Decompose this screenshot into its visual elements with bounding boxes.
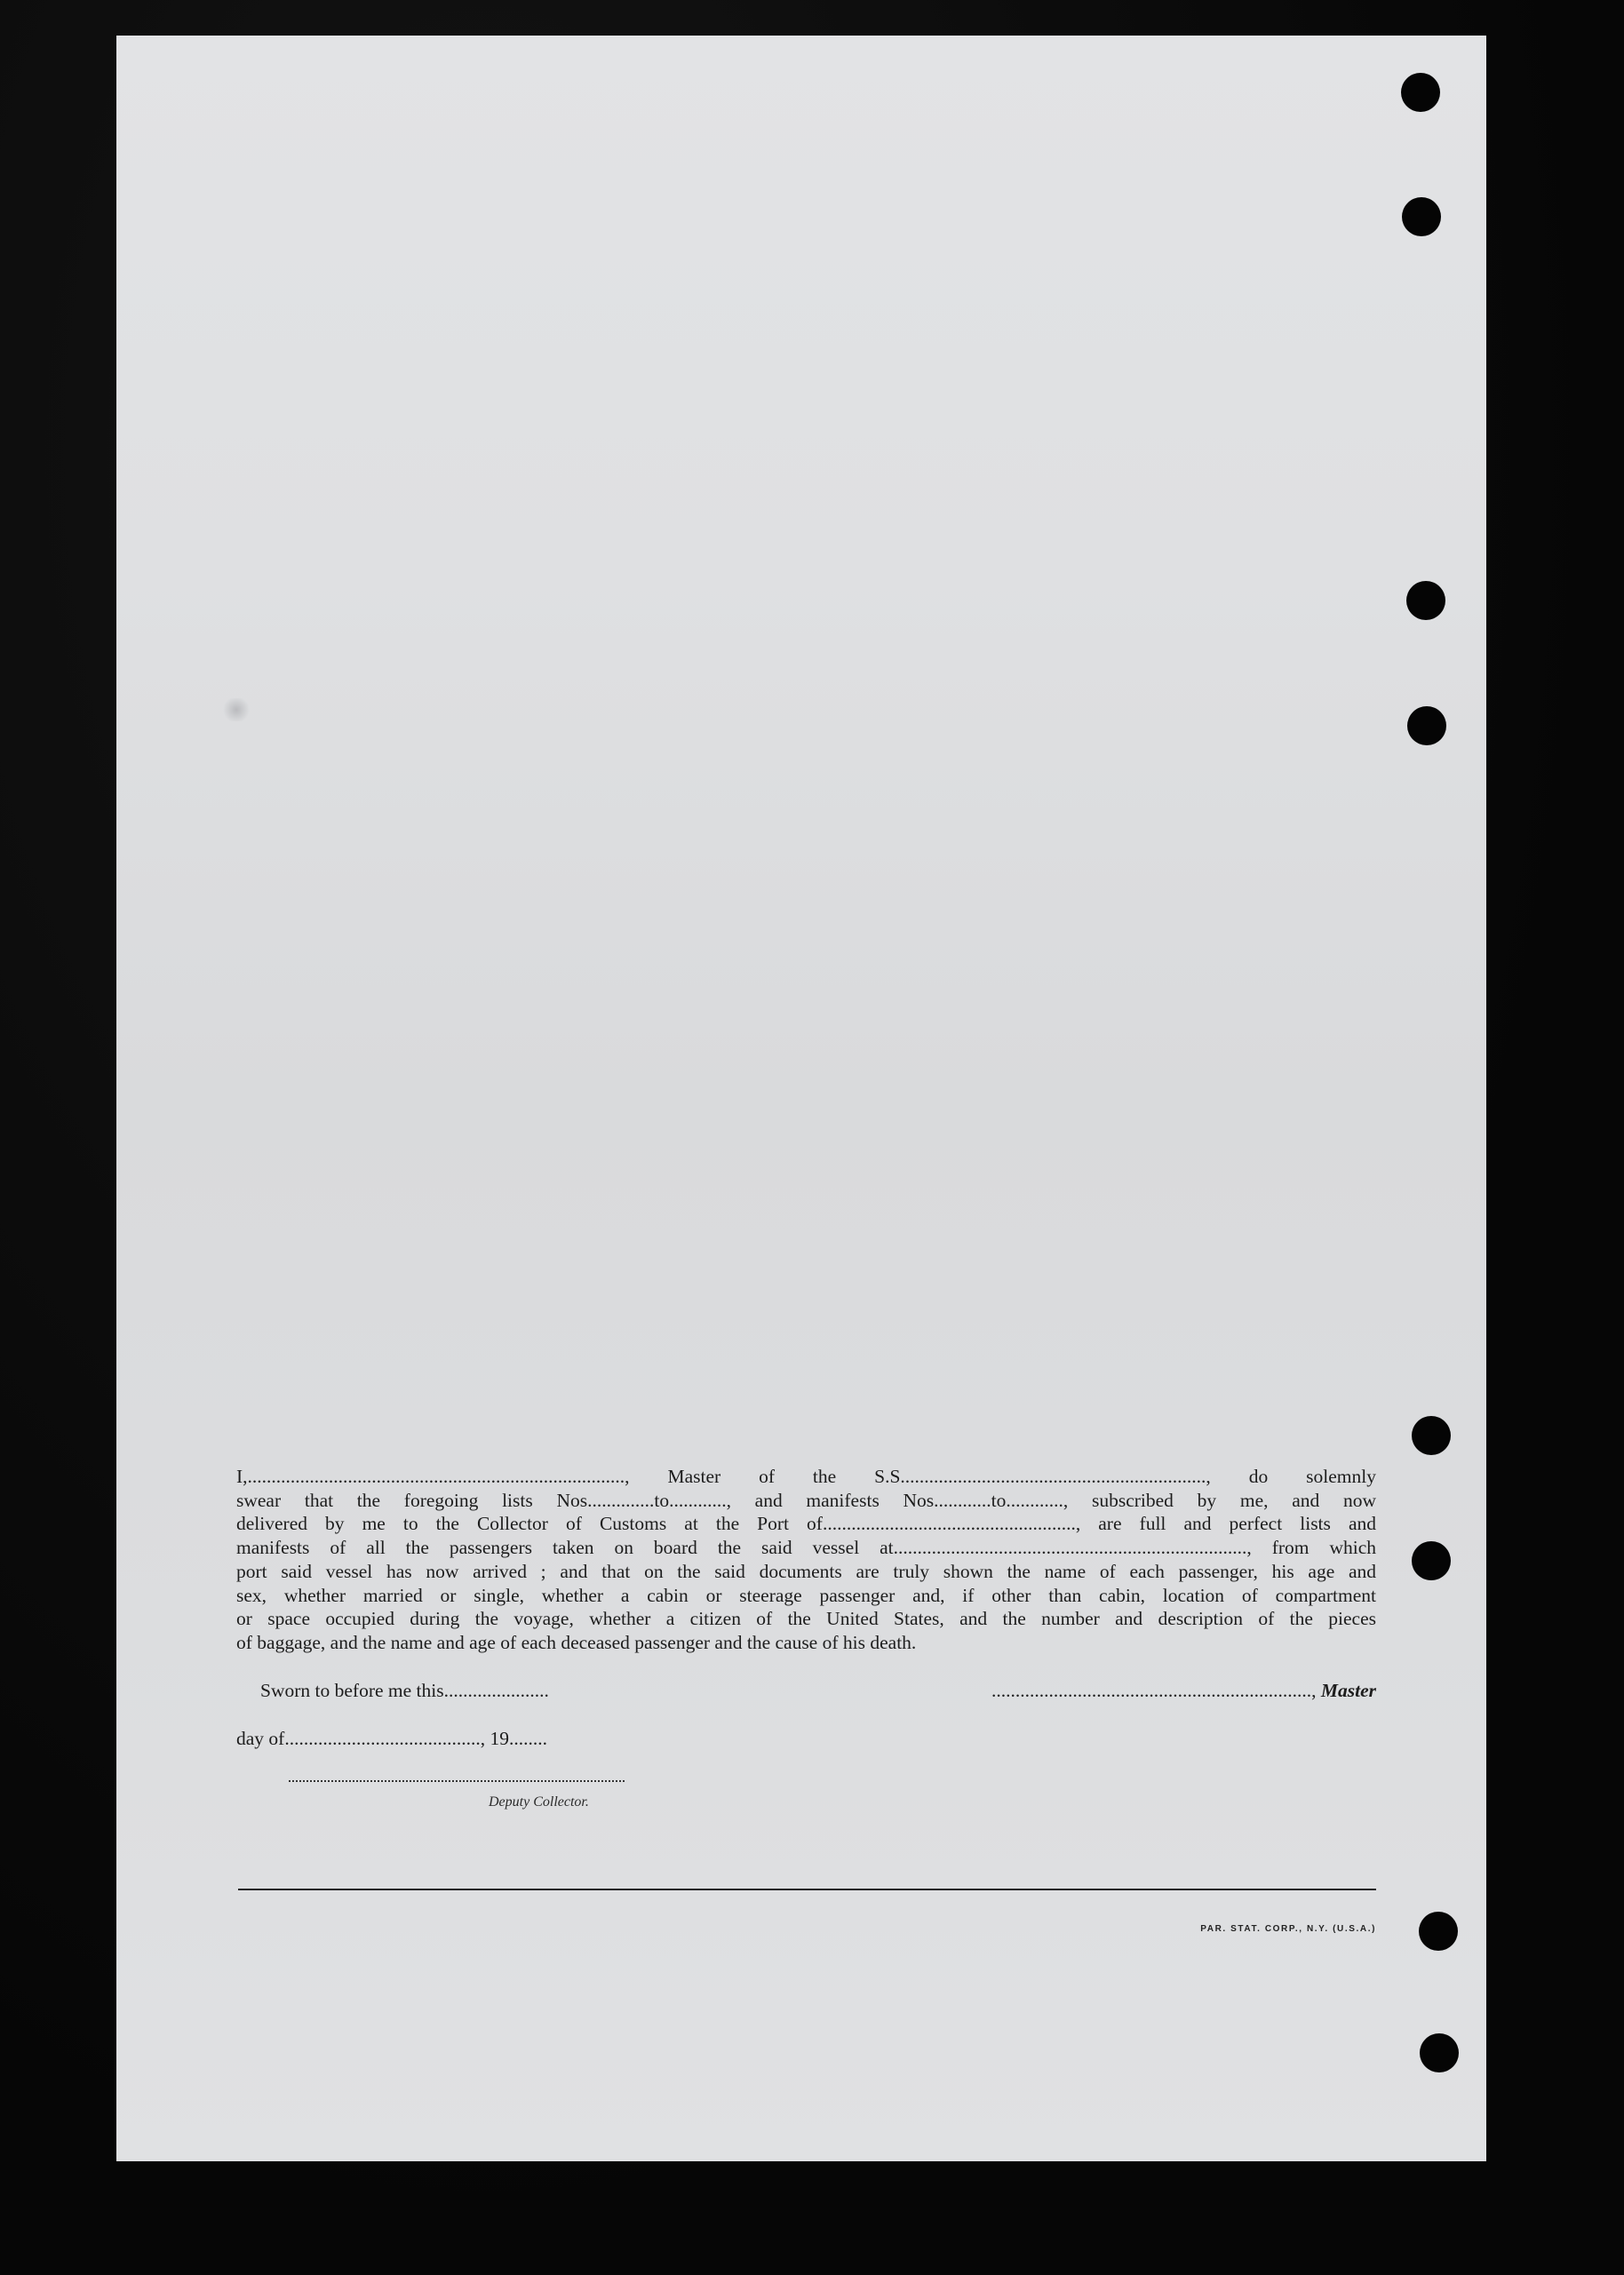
deputy-signature-line xyxy=(289,1780,625,1782)
master-signature-line xyxy=(913,1680,1376,1702)
oath-line: swear that the foregoing lists Nos..............to............, and manifests Nos............to............, subscribed by me, and now xyxy=(236,1489,1376,1511)
punch-hole xyxy=(1406,581,1445,620)
deputy-collector-label: Deputy Collector. xyxy=(489,1794,589,1810)
master-oath-paragraph xyxy=(236,1465,1376,1655)
punch-hole xyxy=(1401,73,1440,112)
punch-hole xyxy=(1419,1912,1458,1951)
oath-line: of baggage, and the name and age of each deceased passenger and the cause of his death. xyxy=(236,1631,917,1653)
punch-hole xyxy=(1402,197,1441,236)
punch-hole xyxy=(1420,2033,1459,2072)
oath-line: I,..............................................................................., Master of the S.S................................................................, do solemnly xyxy=(236,1466,1376,1487)
oath-line: delivered by me to the Collector of Customs at the Port of....................................................., are full and perfect lists and xyxy=(236,1513,1376,1535)
oath-line: sex, whether married or single, whether a cabin or steerage passenger and, if other than cabin, location of compartment xyxy=(236,1584,1376,1606)
footer-rule xyxy=(238,1889,1376,1890)
master-label: Master xyxy=(1320,1680,1376,1701)
sworn-before-line: Sworn to before me this...................... xyxy=(260,1680,549,1701)
oath-line: manifests of all the passengers taken on board the said vessel at.........................................................................., from which xyxy=(236,1537,1376,1559)
day-of-line: day of........................................., 19........ xyxy=(236,1728,547,1749)
punch-hole xyxy=(1407,706,1446,745)
document-page xyxy=(116,36,1486,2161)
master-signature-dots: ..................................................................., xyxy=(991,1680,1317,1701)
oath-line: port said vessel has now arrived ; and that on the said documents are truly shown the name of each passenger, his age and xyxy=(236,1560,1376,1582)
printer-imprint: PAR. STAT. CORP., N.Y. (U.S.A.) xyxy=(1200,1924,1376,1934)
ink-smudge xyxy=(221,698,251,721)
oath-line: or space occupied during the voyage, whether a citizen of the United States, and the number and description of the pieces xyxy=(236,1608,1376,1630)
punch-hole xyxy=(1412,1541,1451,1580)
punch-hole xyxy=(1412,1416,1451,1455)
